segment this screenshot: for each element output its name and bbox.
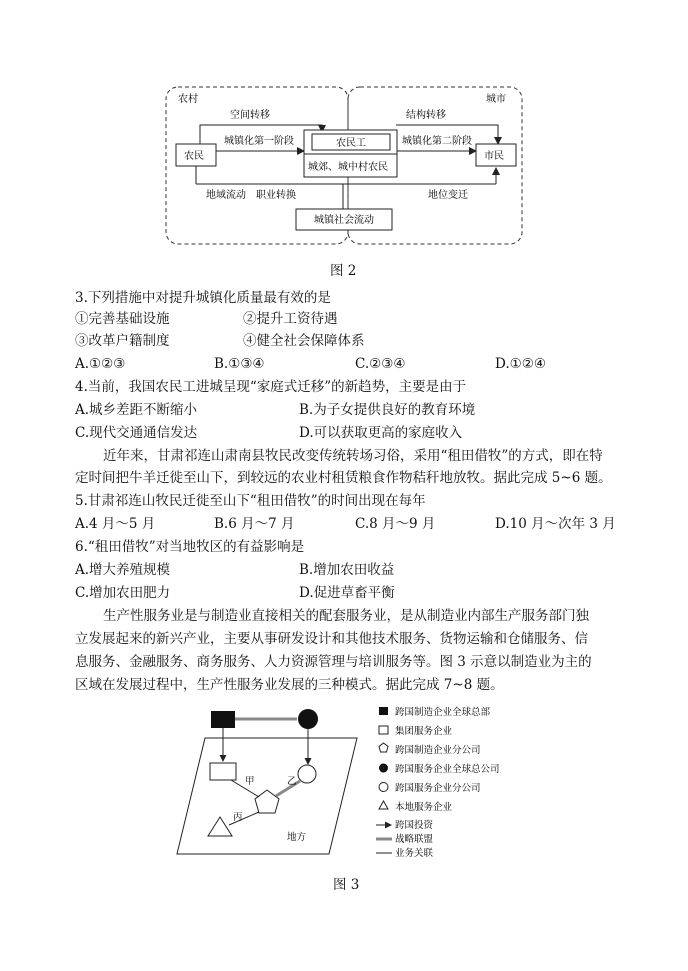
legend-group-service-icon [379,726,388,734]
manufacturing-hq-icon [211,711,235,728]
question-5-option-d: D.10 月～次年 3 月 [495,516,616,532]
local-service-enterprise-icon [208,817,232,836]
question-6-option-b: B.增加农田收益 [299,562,395,578]
legend-text-4: 跨国服务企业分公司 [395,783,481,794]
question-4-option-b: B.为子女提供良好的教育环境 [299,402,476,418]
passage-3-line-3: 息服务、金融服务、商务服务、人力资源管理与培训服务等。图 3 示意以制造业为主的 [75,654,592,670]
question-3-item-1: ①完善基础设施 [75,311,170,327]
question-3-stem: 3.下列措施中对提升城镇化质量最有效的是 [75,290,331,306]
legend-text-6: 跨国投资 [395,820,434,831]
job-change-label: 职业转换 [256,190,296,201]
urban-label: 城市 [486,94,506,105]
label-yi: 乙 [287,776,297,787]
question-3-option-c: C.②③④ [355,356,406,372]
passage-3-line-2: 立发展起来的新兴产业，主要从事研发设计和其他技术服务、货物运输和仓储服务、信 [75,631,588,647]
legend-text-5: 本地服务企业 [395,802,453,813]
legend-manufacturing-branch-icon [379,743,388,752]
group-service-enterprise-icon [210,763,236,780]
legend-text-3: 跨国服务企业全球总公司 [395,764,500,775]
passage-2-line-2: 定时间把牛羊迁徙至山下，到较远的农业村租赁粮食作物秸秆地放牧。据此完成 5~6 题。 [75,470,612,486]
legend-service-branch-icon [379,783,388,792]
service-hq-icon [298,709,318,729]
question-3-option-d: D.①②④ [495,356,546,372]
question-4-option-a: A.城乡差距不断缩小 [75,402,198,418]
legend-text-8: 业务关联 [395,848,434,859]
manufacturing-branch-icon [255,790,279,813]
suburb-farmer-label: 城郊、城中村农民 [308,162,388,173]
question-6-option-d: D.促进草畜平衡 [299,585,395,601]
status-change-label: 地位变迁 [428,190,468,201]
regional-flow-label: 地域流动 [206,190,246,201]
question-5-option-a: A.4 月～5 月 [75,516,156,532]
figure-3-caption: 图 3 [333,877,360,893]
citizen-label: 市民 [484,151,504,162]
legend-service-hq-icon [379,764,388,773]
question-3-option-a: A.①②③ [75,356,126,372]
question-6-stem: 6.“租田借牧”对当地牧区的有益影响是 [75,539,305,555]
passage-3-line-4: 区域在发展过程中，生产性服务业发展的三种模式。据此完成 7~8 题。 [75,677,504,693]
question-6-option-a: A.增大养殖规模 [75,562,171,578]
question-3-option-b: B.①③④ [214,356,265,372]
question-5-option-c: C.8 月～9 月 [355,516,436,532]
question-3-item-3: ③改革户籍制度 [75,333,170,349]
spatial-transfer-label: 空间转移 [230,110,270,121]
question-5-stem: 5.甘肃祁连山牧民迁徙至山下“租田借牧”的时间出现在每年 [75,493,426,509]
question-5-option-b: B.6 月～7 月 [214,516,295,532]
figure-3-legend [376,706,500,859]
passage-2-line-1: 近年来，甘肃祁连山肃南县牧民改变传统转场习俗，采用“租田借牧”的方式，即在特 [103,448,603,464]
legend-manufacturing-hq-icon [379,707,388,715]
stage2-label: 城镇化第二阶段 [402,136,472,147]
label-bing: 丙 [233,812,243,823]
question-4-option-d: D.可以获取更高的家庭收入 [299,425,463,441]
legend-text-1: 集团服务企业 [395,726,453,737]
label-jia: 甲 [245,776,255,787]
legend-text-7: 战略联盟 [395,834,434,845]
structural-transfer-label: 结构转移 [406,110,446,121]
service-branch-icon [298,765,316,783]
figure-2-caption: 图 2 [330,263,357,279]
legend-text-0: 跨国制造企业全球总部 [395,707,491,718]
question-3-item-4: ④健全社会保障体系 [243,333,365,349]
question-6-option-c: C.增加农田肥力 [75,585,171,601]
social-flow-label: 城镇社会流动 [314,215,374,226]
question-3-item-2: ②提升工资待遇 [243,311,338,327]
question-4-stem: 4.当前，我国农民工进城呈现“家庭式迁移”的新趋势，主要是由于 [75,379,467,395]
legend-text-2: 跨国制造企业分公司 [395,745,481,756]
rural-label: 农村 [178,94,198,105]
figure-2-diagram [160,82,528,248]
stage1-label: 城镇化第一阶段 [224,136,294,147]
passage-3-line-1: 生产性服务业是与制造业直接相关的配套服务业，是从制造业内部生产服务部门独 [103,608,589,624]
question-4-option-c: C.现代交通通信发达 [75,425,198,441]
local-region-label: 地方 [287,832,307,843]
figure-3-diagram [165,700,535,860]
migrant-worker-label: 农民工 [336,138,366,149]
farmer-label: 农民 [184,151,204,162]
legend-local-service-icon [379,801,388,809]
